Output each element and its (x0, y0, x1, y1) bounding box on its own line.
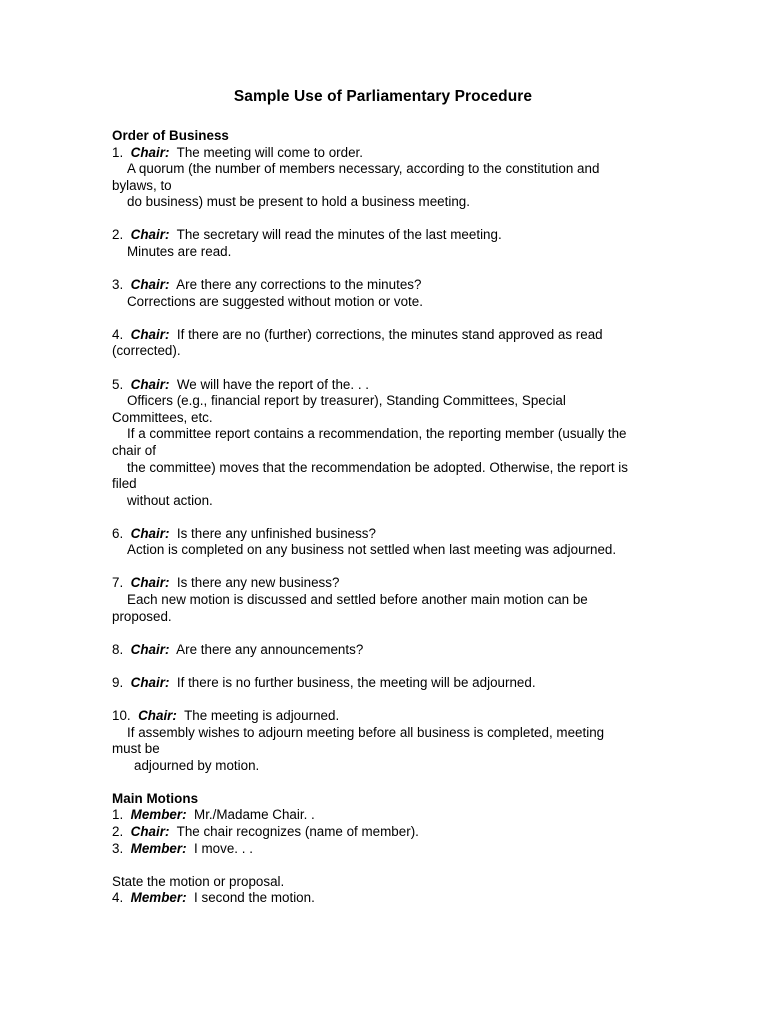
procedure-item (112, 327, 654, 360)
procedure-item (112, 675, 654, 692)
item-text: must be (112, 741, 160, 757)
item-continuation-line (112, 725, 654, 742)
speaker-label: Chair: (130, 674, 170, 690)
speaker-label: Chair: (138, 707, 177, 723)
item-number: 1. (112, 144, 124, 160)
item-continuation-line (112, 476, 654, 493)
item-first-line (112, 708, 654, 725)
item-text: I move. . . (194, 840, 253, 856)
item-text: Action is completed on any business not settled when last meeting was adjourned. (127, 542, 617, 558)
item-text: the committee) moves that the recommendation be adopted. Otherwise, the report is (127, 459, 628, 475)
item-text: do business) must be present to hold a business meeting. (127, 194, 470, 210)
speaker-label: Chair: (130, 227, 170, 243)
item-continuation-line (112, 178, 654, 195)
item-continuation-line (112, 542, 654, 559)
item-text: Is there any unfinished business? (176, 525, 376, 541)
item-text: The chair recognizes (name of member). (176, 824, 419, 839)
item-number: 8. (112, 641, 124, 657)
procedure-item (112, 227, 654, 260)
speaker-label: Chair: (130, 376, 170, 392)
item-number: 4. (112, 890, 124, 906)
item-text: Is there any new business? (176, 575, 340, 591)
item-continuation-line (112, 592, 654, 609)
item-text: If there is no further business, the meeting will be adjourned. (176, 674, 536, 690)
spacer (112, 857, 654, 874)
procedure-item (112, 642, 654, 659)
item-text: Minutes are read. (127, 244, 232, 260)
item-first-line (112, 327, 654, 344)
item-continuation-line (112, 460, 654, 477)
item-text: The meeting is adjourned. (184, 707, 340, 723)
item-text: A quorum (the number of members necessary, according to the constitution and (127, 161, 600, 177)
item-text: filed (112, 476, 137, 492)
procedure-item (112, 807, 654, 824)
item-text: bylaws, to (112, 177, 172, 193)
item-text: If assembly wishes to adjourn meeting before all business is completed, meeting (127, 724, 605, 740)
item-continuation-line (112, 393, 654, 410)
procedure-item (112, 277, 654, 310)
procedure-item (112, 824, 654, 841)
item-text: The secretary will read the minutes of the last meeting. (176, 227, 502, 243)
speaker-label: Chair: (130, 575, 170, 591)
item-continuation-line (112, 443, 654, 460)
item-first-line (112, 824, 654, 841)
item-text: Mr./Madame Chair. . (194, 807, 315, 823)
item-text: without action. (127, 492, 213, 508)
page-title: Sample Use of Parliamentary Procedure (233, 88, 533, 105)
item-text: proposed. (112, 608, 172, 624)
item-text: chair of (112, 442, 156, 458)
item-continuation-line (112, 609, 654, 626)
item-text: Committees, etc. (112, 409, 213, 425)
item-continuation-line (112, 758, 654, 775)
speaker-label: Chair: (130, 144, 170, 160)
document-section (112, 791, 654, 907)
item-text: If there are no (further) corrections, the minutes stand approved as read (176, 326, 603, 342)
item-first-line (112, 807, 654, 824)
item-first-line (112, 377, 654, 394)
procedure-item (112, 575, 654, 625)
item-number: 10. (112, 707, 131, 723)
item-text: I second the motion. (194, 890, 315, 906)
item-text: adjourned by motion. (134, 757, 260, 773)
item-text: Each new motion is discussed and settled before another main motion can be (127, 592, 588, 608)
item-text: Corrections are suggested without motion or vote. (127, 293, 423, 309)
standalone-instruction: State the motion or proposal. (112, 873, 285, 889)
item-first-line (112, 841, 654, 858)
document-body (112, 128, 654, 907)
item-number: 3. (112, 277, 124, 293)
procedure-item (112, 890, 654, 907)
item-number: 9. (112, 674, 124, 690)
item-first-line (112, 526, 654, 543)
item-text: Are there any announcements? (176, 641, 364, 657)
item-continuation-line (112, 343, 654, 360)
item-first-line (112, 227, 654, 244)
document-content (112, 88, 654, 907)
speaker-label: Chair: (130, 326, 170, 342)
procedure-item (112, 841, 654, 858)
item-number: 7. (112, 575, 124, 591)
item-text: The meeting will come to order. (176, 144, 364, 160)
item-number: 5. (112, 376, 124, 392)
speaker-label: Chair: (130, 277, 170, 293)
item-text: If a committee report contains a recommendation, the reporting member (usually the (127, 426, 627, 442)
item-continuation-line (112, 294, 654, 311)
speaker-label: Member: (130, 807, 187, 823)
item-continuation-line (112, 161, 654, 178)
speaker-label: Chair: (130, 641, 170, 657)
item-text: (corrected). (112, 343, 181, 359)
item-number: 3. (112, 840, 124, 856)
item-continuation-line (112, 493, 654, 510)
item-first-line (112, 277, 654, 294)
item-number: 1. (112, 807, 124, 823)
item-continuation-line (112, 426, 654, 443)
item-number: 2. (112, 227, 124, 243)
item-number: 4. (112, 326, 124, 342)
section-heading: Main Motions (112, 790, 199, 806)
item-text: Are there any corrections to the minutes? (176, 277, 422, 293)
speaker-label: Chair: (130, 525, 170, 541)
item-first-line (112, 675, 654, 692)
speaker-label: Chair: (130, 824, 170, 839)
procedure-item (112, 377, 654, 510)
section-heading: Order of Business (112, 128, 229, 143)
item-number: 6. (112, 525, 124, 541)
item-continuation-line (112, 410, 654, 427)
item-continuation-line (112, 194, 654, 211)
procedure-item (112, 708, 654, 774)
speaker-label: Member: (130, 890, 187, 906)
item-first-line (112, 890, 654, 907)
procedure-item (112, 526, 654, 559)
item-text: We will have the report of the. . . (176, 376, 370, 392)
item-continuation-line (112, 244, 654, 261)
document-section (112, 128, 654, 774)
speaker-label: Member: (130, 840, 187, 856)
item-text: Officers (e.g., financial report by treasurer), Standing Committees, Special (127, 393, 566, 409)
item-first-line (112, 145, 654, 162)
item-continuation-line (112, 741, 654, 758)
item-number: 2. (112, 824, 124, 839)
item-first-line (112, 575, 654, 592)
item-first-line (112, 642, 654, 659)
procedure-item (112, 145, 654, 211)
